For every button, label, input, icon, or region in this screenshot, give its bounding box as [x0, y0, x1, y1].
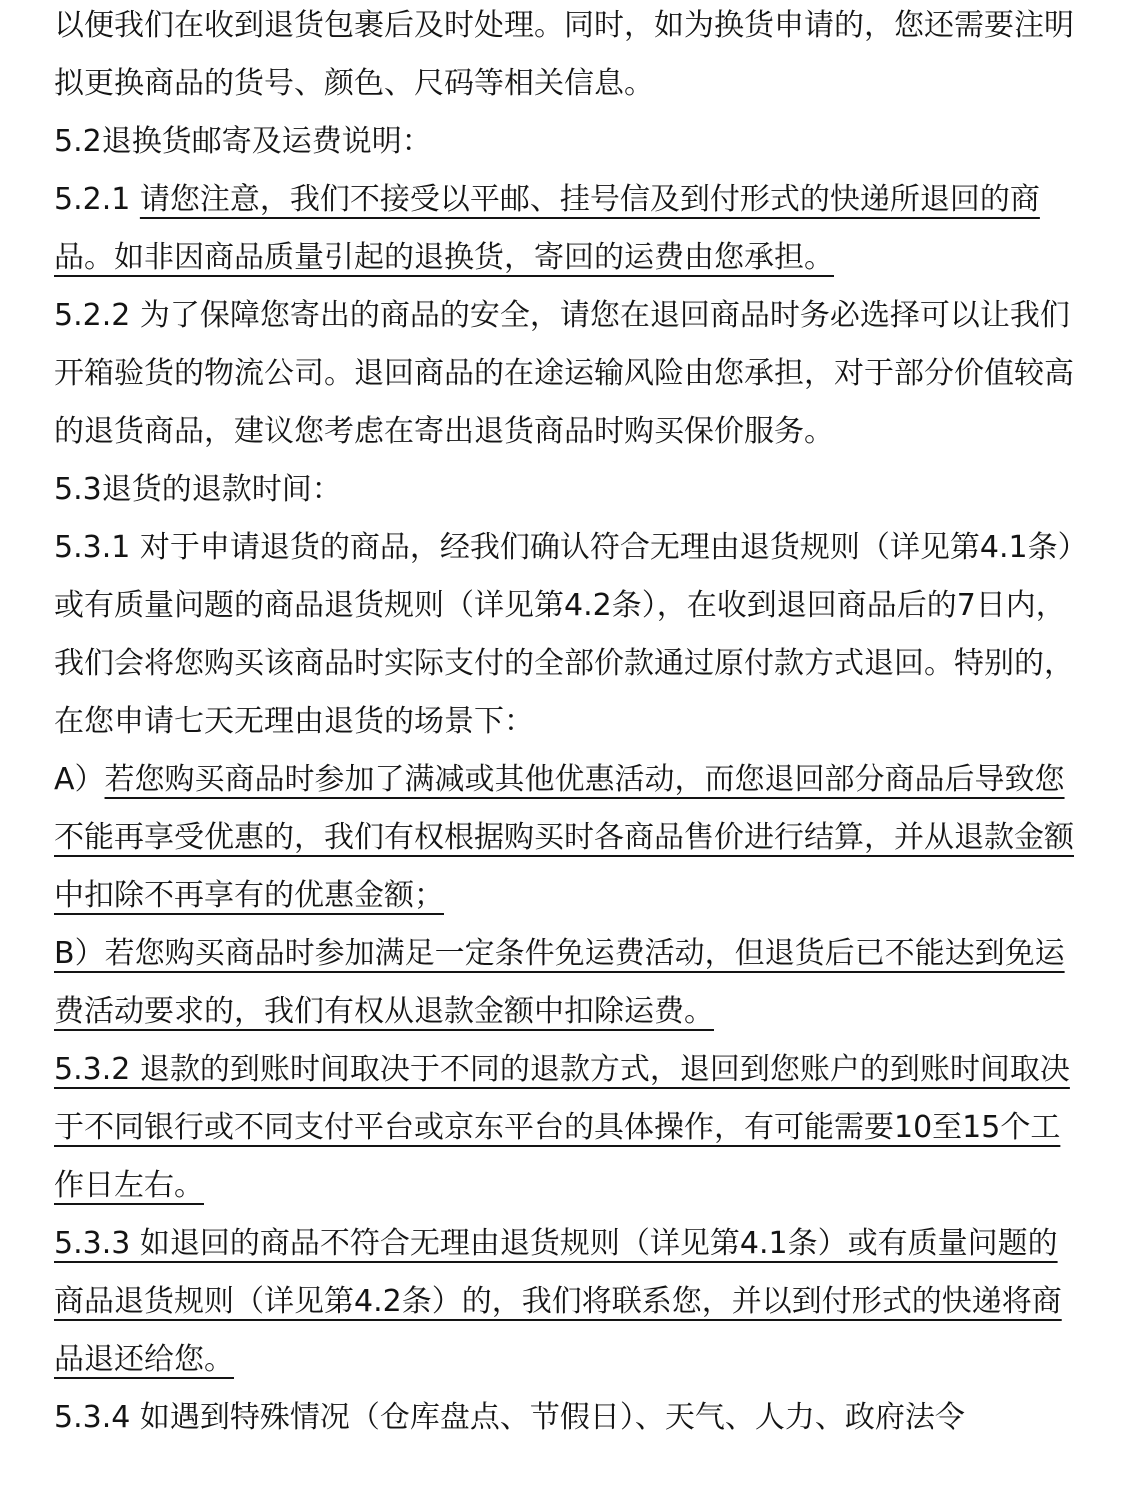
section-5-3-4	[54, 1389, 1084, 1447]
paragraph-text-underlined: 5.3.2 退款的到账时间取决于不同的退款方式，退回到您账户的到账时间取决于不同银行或不同支付平台或京东平台的具体操作，有可能需要10至15个工作日左右。	[54, 1052, 1070, 1203]
document-body	[54, 0, 1084, 1447]
paragraph-text: 5.3退货的退款时间：	[54, 472, 342, 507]
paragraph-text: 以便我们在收到退货包裹后及时处理。同时，如为换货申请的，您还需要注明拟更换商品的货号、颜色、尺码等相关信息。	[54, 8, 1074, 101]
paragraph-text-underlined: 5.3.3 如退回的商品不符合无理由退货规则（详见第4.1条）或有质量问题的商品退货规则（详见第4.2条）的，我们将联系您，并以到付形式的快递将商品退还给您。	[54, 1226, 1062, 1377]
section-5-3-1-item-a	[54, 751, 1084, 925]
paragraph-text-underlined: 若您购买商品时参加了满减或其他优惠活动，而您退回部分商品后导致您不能再享受优惠的，我们有权根据购买时各商品售价进行结算，并从退款金额中扣除不再享有的优惠金额；	[54, 762, 1074, 913]
paragraph-text: 5.3.1 对于申请退货的商品，经我们确认符合无理由退货规则（详见第4.1条）或有质量问题的商品退货规则（详见第4.2条），在收到退回商品后的7日内，我们会将您购买该商品时实际支付的全部价款通过原付款方式退回。特别的，在您申请七天无理由退货的场景下：	[54, 530, 1074, 739]
section-5-3-2	[54, 1041, 1084, 1215]
paragraph-continued	[54, 0, 1084, 113]
section-5-3-heading	[54, 461, 1084, 519]
paragraph-text-underlined: B）若您购买商品时参加满足一定条件免运费活动，但退货后已不能达到免运费活动要求的，我们有权从退款金额中扣除运费。	[54, 936, 1065, 1029]
paragraph-prefix: 5.2.1	[54, 182, 140, 217]
section-5-3-1-item-b	[54, 925, 1084, 1041]
paragraph-text: 5.3.4 如遇到特殊情况（仓库盘点、节假日）、天气、人力、政府法令	[54, 1400, 965, 1435]
section-5-2-heading	[54, 113, 1084, 171]
paragraph-prefix: A）	[54, 762, 105, 797]
section-5-2-1	[54, 171, 1084, 287]
section-5-3-1	[54, 519, 1084, 751]
section-5-2-2	[54, 287, 1084, 461]
paragraph-text-underlined: 请您注意，我们不接受以平邮、挂号信及到付形式的快递所退回的商品。如非因商品质量引起的退换货，寄回的运费由您承担。	[54, 182, 1040, 275]
section-5-3-3	[54, 1215, 1084, 1389]
paragraph-text: 5.2退换货邮寄及运费说明：	[54, 124, 432, 159]
paragraph-text: 5.2.2 为了保障您寄出的商品的安全，请您在退回商品时务必选择可以让我们开箱验货的物流公司。退回商品的在途运输风险由您承担，对于部分价值较高的退货商品，建议您考虑在寄出退货商品时购买保价服务。	[54, 298, 1074, 449]
